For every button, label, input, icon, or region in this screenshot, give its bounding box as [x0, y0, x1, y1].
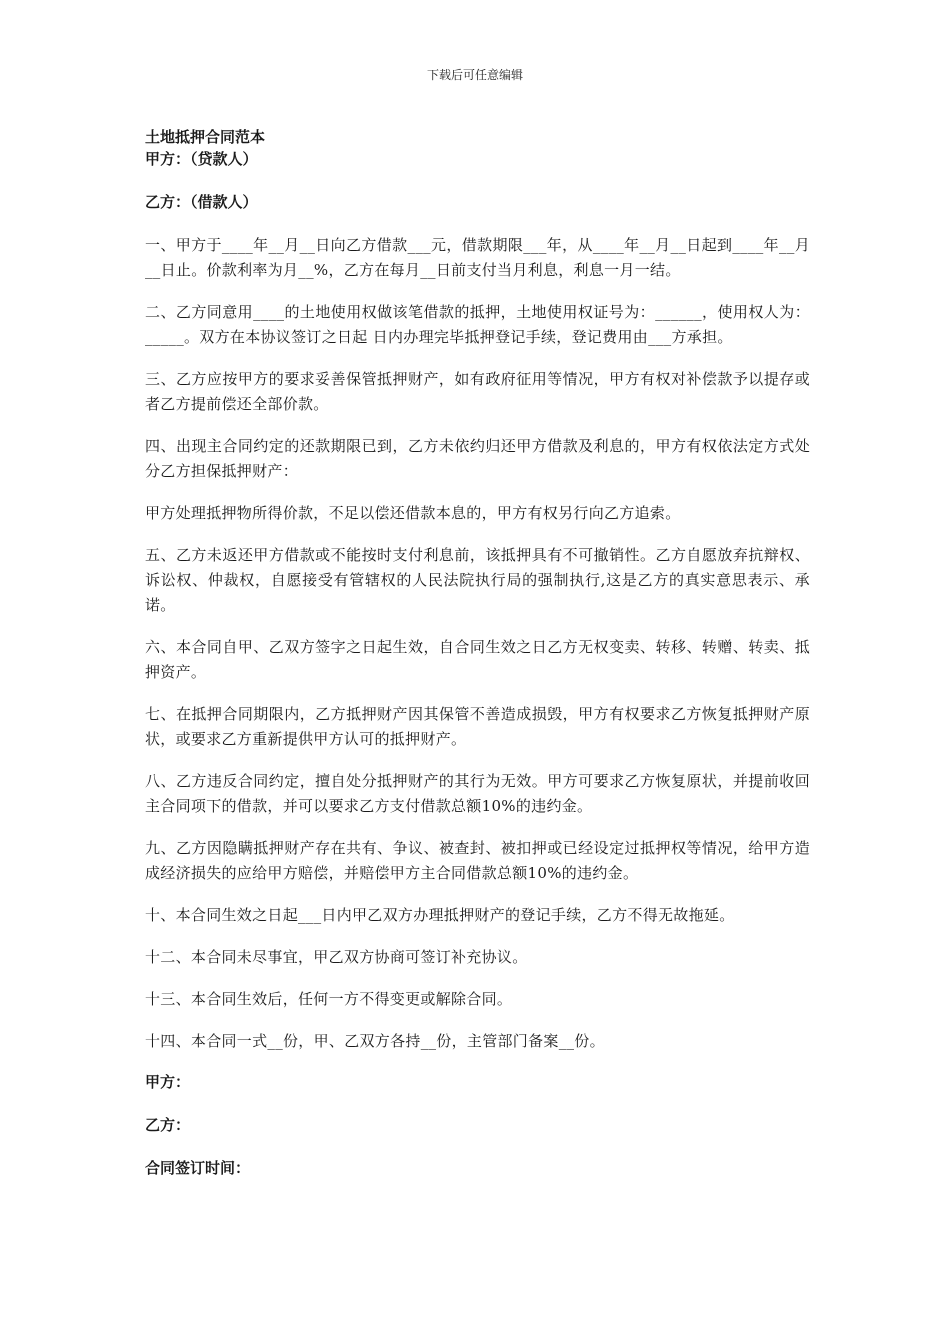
clause-5: 五、乙方未返还甲方借款或不能按时支付利息前，该抵押具有不可撤销性。乙方自愿放弃抗辩权、诉讼权、仲裁权，自愿接受有管辖权的人民法院执行局的强制执行,这是乙方的真实意思表示、承诺。: [145, 546, 810, 614]
party-a-label: 甲方：（贷款人）: [145, 150, 258, 168]
clause-4-detail: 甲方处理抵押物所得价款，不足以偿还借款本息的，甲方有权另行向乙方追索。: [145, 504, 681, 522]
party-b-label: 乙方：（借款人）: [145, 193, 258, 211]
clause-13: 十三、本合同生效后，任何一方不得变更或解除合同。: [145, 990, 513, 1008]
clause-1: 一、甲方于____年__月__日向乙方借款___元，借款期限___年，从____年__月__日起到____年__月__日止。价款利率为月__%，乙方在每月__日前支付当月利息，利息一月一结。: [145, 236, 810, 279]
clause-3: 三、乙方应按甲方的要求妥善保管抵押财产，如有政府征用等情况，甲方有权对补偿款予以提存或者乙方提前偿还全部价款。: [145, 370, 810, 413]
clause-14: 十四、本合同一式__份，甲、乙双方各持__份，主管部门备案__份。: [145, 1032, 605, 1050]
clause-10: 十、本合同生效之日起___日内甲乙双方办理抵押财产的登记手续，乙方不得无故拖延。: [145, 906, 735, 924]
contract-body: [145, 126, 810, 1200]
clause-7: 七、在抵押合同期限内，乙方抵押财产因其保管不善造成损毁，甲方有权要求乙方恢复抵押财产原状，或要求乙方重新提供甲方认可的抵押财产。: [145, 705, 810, 748]
clause-6: 六、本合同自甲、乙双方签字之日起生效，自合同生效之日乙方无权变卖、转移、转赠、转卖、抵押资产。: [145, 638, 810, 681]
sign-date-label: 合同签订时间：: [145, 1159, 251, 1177]
clause-4: 四、出现主合同约定的还款期限已到，乙方未依约归还甲方借款及利息的，甲方有权依法定方式处分乙方担保抵押财产：: [145, 437, 810, 480]
document-title: 土地抵押合同范本: [145, 128, 266, 146]
clause-12: 十二、本合同未尽事宜，甲乙双方协商可签订补充协议。: [145, 948, 528, 966]
clause-2: 二、乙方同意用____的土地使用权做该笔借款的抵押，土地使用权证号为：______，使用权人为：_____。双方在本协议签订之日起 日内办理完毕抵押登记手续，登记费用由___方承担。: [145, 303, 810, 346]
signature-party-a: 甲方：: [145, 1073, 191, 1091]
clause-9: 九、乙方因隐瞒抵押财产存在共有、争议、被查封、被扣押或已经设定过抵押权等情况，给甲方造成经济损失的应给甲方赔偿，并赔偿甲方主合同借款总额10%的违约金。: [145, 839, 810, 882]
signature-party-b: 乙方：: [145, 1116, 191, 1134]
page-header-note: 下载后可任意编辑: [426, 68, 523, 82]
clause-8: 八、乙方违反合同约定，擅自处分抵押财产的其行为无效。甲方可要求乙方恢复原状，并提前收回主合同项下的借款，并可以要求乙方支付借款总额10%的违约金。: [145, 772, 810, 815]
